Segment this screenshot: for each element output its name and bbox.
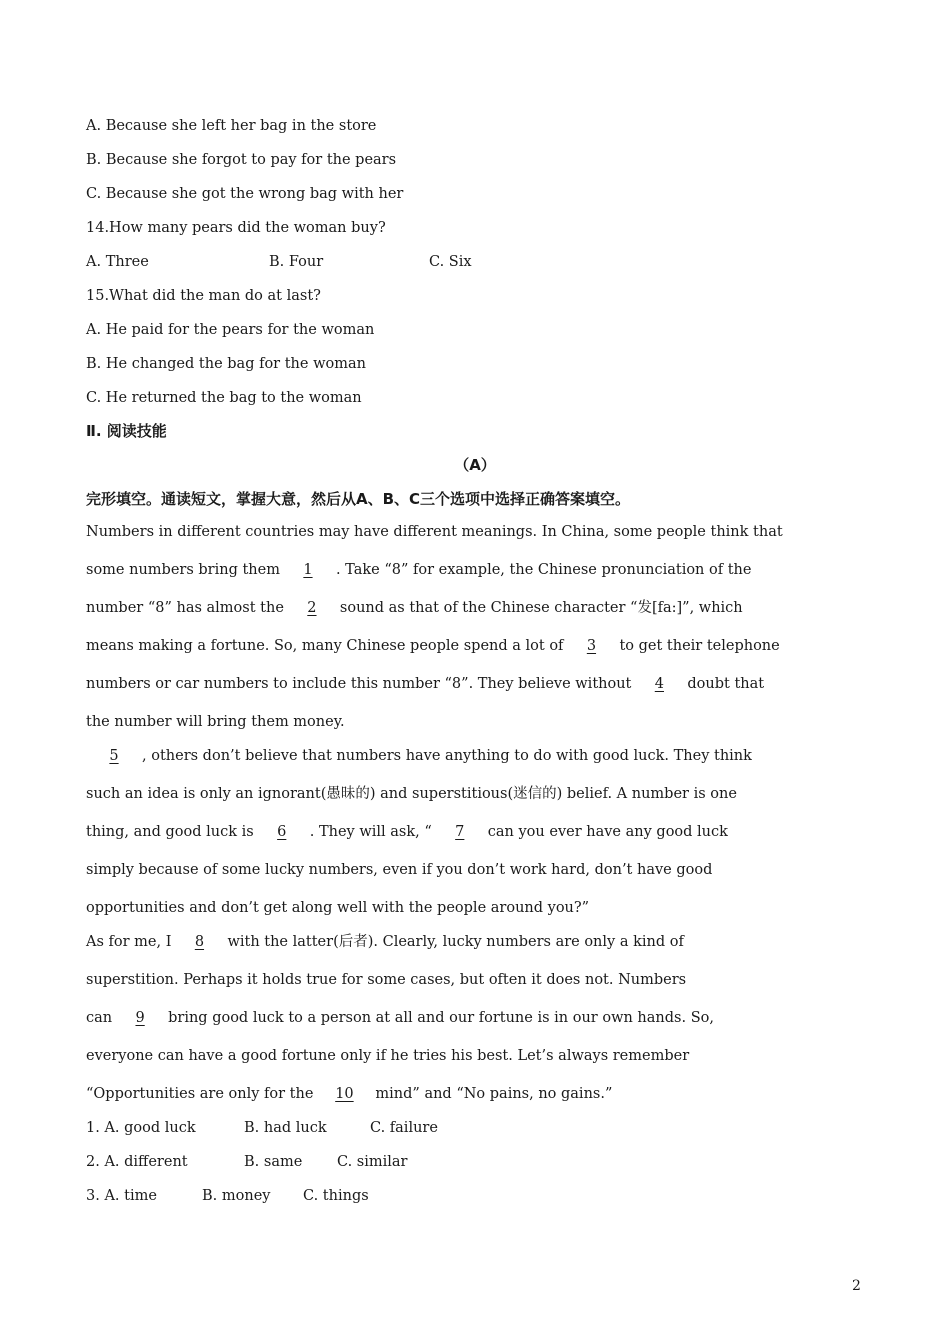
- q15-option-c: C. He returned the bag to the woman: [86, 390, 362, 406]
- q15-option-b: B. He changed the bag for the woman: [86, 356, 366, 372]
- passage-line-8: such an idea is only an ignorant(愚昧的) and superstitious(迷信的) belief. A number is one: [86, 786, 737, 802]
- blank-4: 4: [654, 676, 664, 692]
- q13-option-b: B. Because she forgot to pay for the pears: [86, 152, 397, 168]
- blank-9: 9: [135, 1010, 145, 1026]
- passage-line-1: Numbers in different countries may have different meanings. In China, some people think that: [86, 524, 783, 540]
- option-2c: C. similar: [337, 1154, 408, 1170]
- passage-line-11: opportunities and don’t get along well with the people around you?”: [86, 900, 590, 916]
- q14-option-a: A. Three: [86, 254, 149, 270]
- q14-options: [86, 252, 472, 272]
- passage-line-14: can 9 bring good luck to a person at all and our fortune is in our own hands. So,: [86, 1010, 714, 1026]
- q14-option-c: C. Six: [429, 254, 472, 270]
- cloze-options-3: [86, 1186, 369, 1206]
- blank-5: 5: [109, 748, 119, 764]
- option-2a: 2. A. different: [86, 1154, 188, 1170]
- passage-line-5: numbers or car numbers to include this number “8”. They believe without 4 doubt that: [86, 676, 765, 692]
- instruction: 完形填空。通读短文，掌握大意，然后从A、B、C三个选项中选择正确答案填空。: [86, 490, 631, 508]
- section-title: Ⅱ. 阅读技能: [86, 422, 167, 440]
- passage-line-13: superstition. Perhaps it holds true for some cases, but often it does not. Numbers: [86, 972, 687, 988]
- blank-1: 1: [303, 562, 313, 578]
- option-1c: C. failure: [370, 1120, 438, 1136]
- q13-option-c: C. Because she got the wrong bag with her: [86, 186, 404, 202]
- passage-line-7: 5 , others don’t believe that numbers have anything to do with good luck. They think: [86, 746, 752, 766]
- part-label: （A）: [454, 456, 496, 474]
- cloze-options-2: [86, 1152, 407, 1172]
- option-2b: B. same: [244, 1154, 303, 1170]
- passage-line-2: some numbers bring them 1 . Take “8” for example, the Chinese pronunciation of the: [86, 562, 752, 578]
- passage-line-12: As for me, I 8 with the latter(后者). Clearly, lucky numbers are only a kind of: [86, 934, 684, 950]
- option-3a: 3. A. time: [86, 1188, 157, 1204]
- passage-line-9: thing, and good luck is 6 . They will ask, “ 7 can you ever have any good luck: [86, 824, 728, 840]
- blank-2: 2: [307, 600, 317, 616]
- q13-option-a: A. Because she left her bag in the store: [86, 118, 377, 134]
- q15-question: 15.What did the man do at last?: [86, 288, 321, 304]
- page-number: 2: [852, 1278, 861, 1294]
- q15-option-a: A. He paid for the pears for the woman: [86, 322, 375, 338]
- blank-10: 10: [335, 1086, 354, 1102]
- passage-line-4: means making a fortune. So, many Chinese people spend a lot of 3 to get their telephone: [86, 638, 780, 654]
- q14-option-b: B. Four: [269, 254, 324, 270]
- passage-line-15: everyone can have a good fortune only if he tries his best. Let’s always remember: [86, 1048, 690, 1064]
- blank-3: 3: [586, 638, 597, 654]
- option-1b: B. had luck: [244, 1120, 327, 1136]
- passage-line-10: simply because of some lucky numbers, even if you don’t work hard, don’t have good: [86, 862, 713, 878]
- option-3b: B. money: [202, 1188, 271, 1204]
- blank-7: 7: [455, 824, 465, 840]
- q14-question: 14.How many pears did the woman buy?: [86, 220, 386, 236]
- passage-line-16: “Opportunities are only for the 10 mind” and “No pains, no gains.”: [86, 1086, 613, 1102]
- option-3c: C. things: [303, 1188, 369, 1204]
- blank-6: 6: [277, 824, 287, 840]
- option-1a: 1. A. good luck: [86, 1120, 196, 1136]
- passage-line-6: the number will bring them money.: [86, 714, 345, 730]
- cloze-options-1: [86, 1118, 438, 1138]
- blank-8: 8: [194, 934, 205, 950]
- passage-line-3: number “8” has almost the 2 sound as that of the Chinese character “发[fa:]”, which: [86, 600, 743, 616]
